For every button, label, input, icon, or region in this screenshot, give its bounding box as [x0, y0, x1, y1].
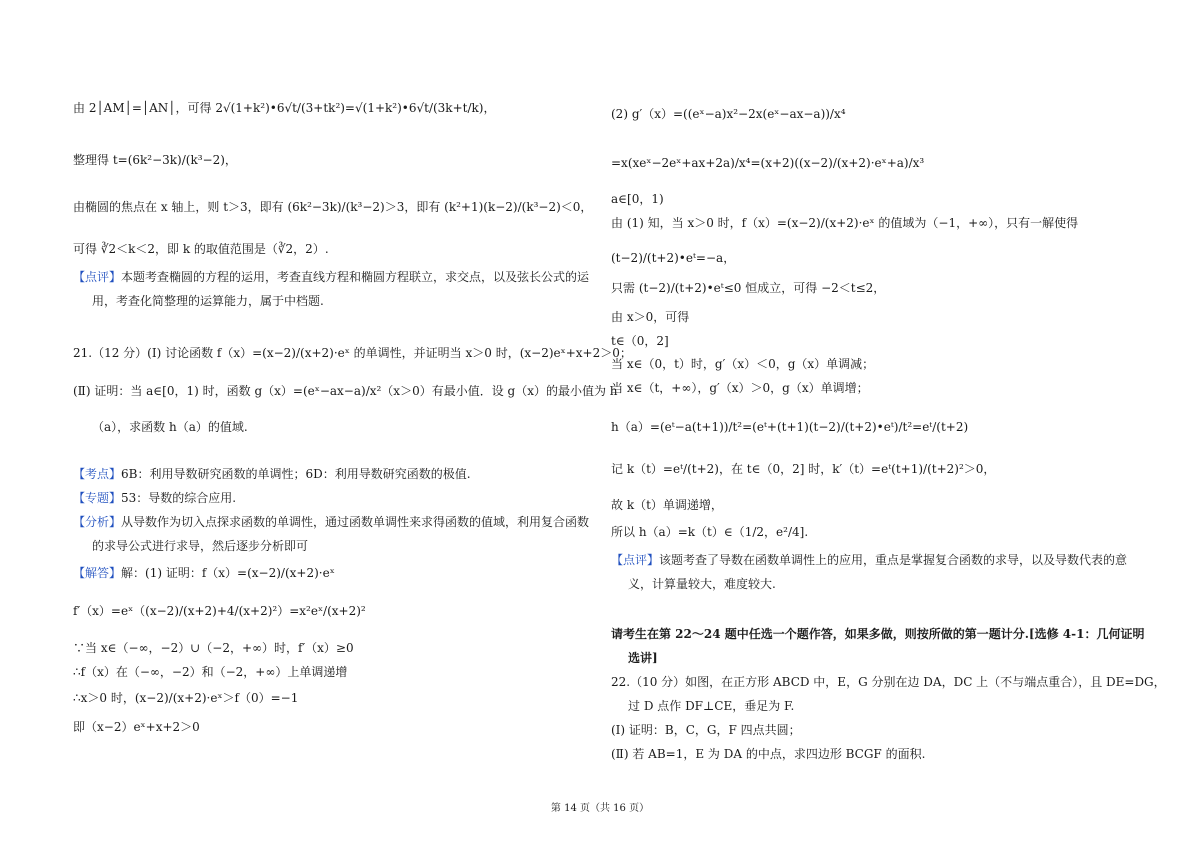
text-line: ∴f（x）在（−∞，−2）和（−2，+∞）上单调递增: [73, 665, 348, 679]
text-line: t∈（0，2]: [611, 334, 669, 348]
text-line: 由 x＞0，可得: [611, 310, 690, 324]
knowledge-text: 6B：利用导数研究函数的单调性；6D：利用导数研究函数的极值.: [121, 467, 471, 481]
text-line: 用，考查化简整理的运算能力，属于中档题.: [92, 294, 324, 308]
text-line: 只需 (t−2)/(t+2)•eᵗ≤0 恒成立，可得 −2＜t≤2，: [611, 281, 886, 295]
text-line: a∈[0，1): [611, 192, 664, 206]
text-line: 由 2│AM│=│AN│，可得 2√(1+k²)•6√t/(3+tk²)=√(1+k²)•6√t/(3k+t/k)，: [73, 101, 496, 115]
text-line: 过 D 点作 DF⊥CE，垂足为 F.: [628, 699, 795, 713]
solution-line: [73, 565, 335, 581]
text-line: (Ⅱ) 证明：当 a∈[0，1) 时，函数 g（x）=(eˣ−ax−a)/x²（x＞0）有最小值．设 g（x）的最小值为 h: [73, 384, 618, 398]
text-line: 整理得 t=(6k²−3k)/(k³−2)，: [73, 153, 237, 167]
text-line: 故 k（t）单调递增，: [611, 498, 723, 512]
knowledge-tag: 【考点】: [73, 467, 122, 481]
topic-line: [73, 490, 236, 506]
text-line: 即（x−2）eˣ+x+2＞0: [73, 720, 200, 734]
text-line: h（a）=(eᵗ−a(t+1))/t²=(eᵗ+(t+1)(t−2)/(t+2)•eᵗ)/t²=eᵗ/(t+2): [611, 420, 969, 434]
solution-text: 解：(1) 证明：f（x）=(x−2)/(x+2)·eˣ: [121, 566, 335, 580]
text-line: 由椭圆的焦点在 x 轴上，则 t＞3，即有 (6k²−3k)/(k³−2)＞3，即有 (k²+1)(k−2)/(k³−2)＜0，: [73, 200, 593, 214]
section-heading: 请考生在第 22～24 题中任选一个题作答，如果多做，则按所做的第一题计分.[选修 4-1：几何证明: [611, 627, 1145, 641]
text-line: 义，计算量较大，难度较大.: [628, 577, 776, 591]
solution-tag: 【解答】: [73, 566, 122, 580]
analysis-text: 从导数作为切入点探求函数的单调性，通过函数单调性来求得函数的值域，利用复合函数: [121, 515, 590, 529]
text-line: =x(xeˣ−2eˣ+ax+2a)/x⁴=(x+2)((x−2)/(x+2)·eˣ+a)/x³: [611, 156, 925, 170]
text-line: 记 k（t）=eᵗ/(t+2)，在 t∈（0，2] 时，k′（t）=eᵗ(t+1)/(t+2)²＞0，: [611, 462, 996, 476]
topic-text: 53：导数的综合应用.: [121, 491, 237, 505]
comment-tag: 【点评】: [611, 553, 660, 567]
page-footer: 第 14 页（共 16 页）: [550, 803, 650, 814]
text-line: ∴x＞0 时，(x−2)/(x+2)·eˣ＞f（0）=−1: [73, 691, 299, 705]
text-line: (Ⅱ) 若 AB=1，E 为 DA 的中点，求四边形 BCGF 的面积.: [611, 747, 926, 761]
analysis-tag: 【分析】: [73, 515, 122, 529]
text-line: f′（x）=eˣ（(x−2)/(x+2)+4/(x+2)²）=x²eˣ/(x+2)²: [73, 604, 366, 618]
knowledge-point-line: [73, 466, 471, 482]
text-line: 所以 h（a）=k（t）∈（1/2，e²/4].: [611, 525, 809, 539]
analysis-line: [73, 514, 589, 530]
question-21: 21.（12 分）(Ⅰ) 讨论函数 f（x）=(x−2)/(x+2)·eˣ 的单调性，并证明当 x＞0 时，(x−2)eˣ+x+2＞0；: [73, 346, 632, 360]
text-line: 可得 ∛2＜k＜2，即 k 的取值范围是（∛2，2）.: [73, 242, 329, 256]
text-line: (t−2)/(t+2)•eᵗ=−a，: [611, 251, 736, 265]
text-line: （a），求函数 h（a）的值域.: [92, 420, 248, 434]
text-line: 当 x∈（t，+∞），g′（x）＞0，g（x）单调增；: [611, 381, 869, 395]
comment-line: [73, 269, 589, 285]
comment-tag: 【点评】: [73, 270, 122, 284]
text-line: 当 x∈（0，t）时，g′（x）＜0，g（x）单调减；: [611, 357, 875, 371]
text-line: ∵当 x∈（−∞，−2）∪（−2，+∞）时，f′（x）≥0: [73, 641, 354, 655]
topic-tag: 【专题】: [73, 491, 122, 505]
question-22: 22.（10 分）如图，在正方形 ABCD 中，E，G 分别在边 DA，DC 上（不与端点重合），且 DE=DG，: [611, 675, 1166, 689]
text-line: (Ⅰ) 证明：B，C，G，F 四点共圆；: [611, 723, 801, 737]
text-line: (2) g′（x）=((eˣ−a)x²−2x(eˣ−ax−a))/x⁴: [611, 107, 846, 121]
section-heading-cont: 选讲]: [628, 651, 658, 665]
text-line: 由 (1) 知，当 x＞0 时，f（x）=(x−2)/(x+2)·eˣ 的值域为（−1，+∞），只有一解使得: [611, 216, 1079, 230]
comment-line: [611, 552, 1127, 568]
comment-text: 该题考查了导数在函数单调性上的应用，重点是掌握复合函数的求导，以及导数代表的意: [659, 553, 1128, 567]
comment-text: 本题考查椭圆的方程的运用，考查直线方程和椭圆方程联立，求交点，以及弦长公式的运: [121, 270, 590, 284]
text-line: 的求导公式进行求导，然后逐步分析即可: [92, 539, 309, 553]
